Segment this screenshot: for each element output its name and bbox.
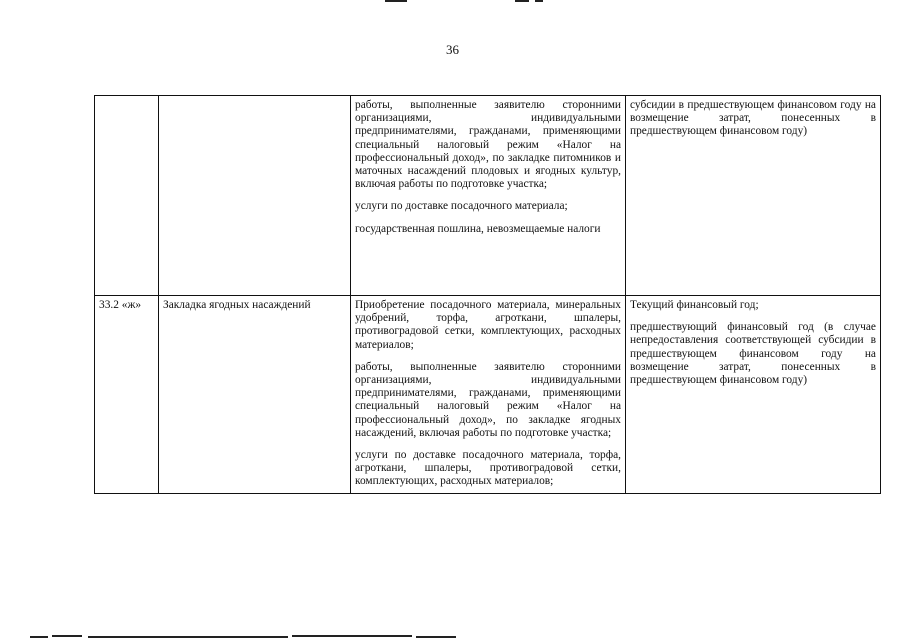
- period-paragraph: Текущий финансовый год;: [630, 299, 759, 311]
- cell-code: [95, 96, 159, 296]
- expense-paragraph: Приобретение посадочного материала, минеральных удобрений, торфа, агроткани, шпалеры, противоградовой сетки, комплектующих, расходных материалов;: [355, 299, 621, 351]
- subsidy-table: [94, 95, 881, 494]
- cell-expenses: [351, 96, 626, 296]
- expense-paragraph: государственная пошлина, невозмещаемые налоги: [355, 222, 601, 235]
- table-row: [95, 296, 881, 494]
- table-row: [95, 96, 881, 296]
- scan-artifact-bottom: [30, 633, 460, 640]
- cell-period: [626, 96, 881, 296]
- expense-paragraph: работы, выполненные заявителю сторонними организациями, индивидуальными предпринимателями, гражданами, применяющими специальный налоговый режим «Налог на профессиональный доход», по закладке питомников и маточных насаждений плодовых и ягодных культур, включая работы по подготовке участка;: [355, 99, 621, 191]
- cell-expenses: [351, 296, 626, 494]
- page-number: 36: [446, 42, 459, 57]
- cell-name: [159, 96, 351, 296]
- scan-artifact-top: [385, 0, 555, 3]
- expense-paragraph: работы, выполненные заявителю сторонними организациями, индивидуальными предпринимателями, гражданами, применяющими специальный налоговый режим «Налог на профессиональный доход», по закладке ягодных насаждений, включая работы по подготовке участка;: [355, 360, 621, 439]
- expense-paragraph: услуги по доставке посадочного материала, торфа, агроткани, шпалеры, противоградовой сетки, комплектующих, расходных материалов;: [355, 449, 621, 488]
- cell-code: 33.2 «ж»: [95, 296, 159, 494]
- period-paragraph: предшествующий финансовый год (в случае непредоставления соответствующей субсидии в предшествующем финансовом году на возмещение затрат, понесенных в предшествующем финансовом году): [630, 321, 876, 387]
- period-paragraph: субсидии в предшествующем финансовом году на возмещение затрат, понесенных в предшествующем финансовом году): [630, 99, 876, 138]
- cell-name: Закладка ягодных насаждений: [159, 296, 351, 494]
- expense-paragraph: услуги по доставке посадочного материала;: [355, 200, 568, 213]
- cell-period: [626, 296, 881, 494]
